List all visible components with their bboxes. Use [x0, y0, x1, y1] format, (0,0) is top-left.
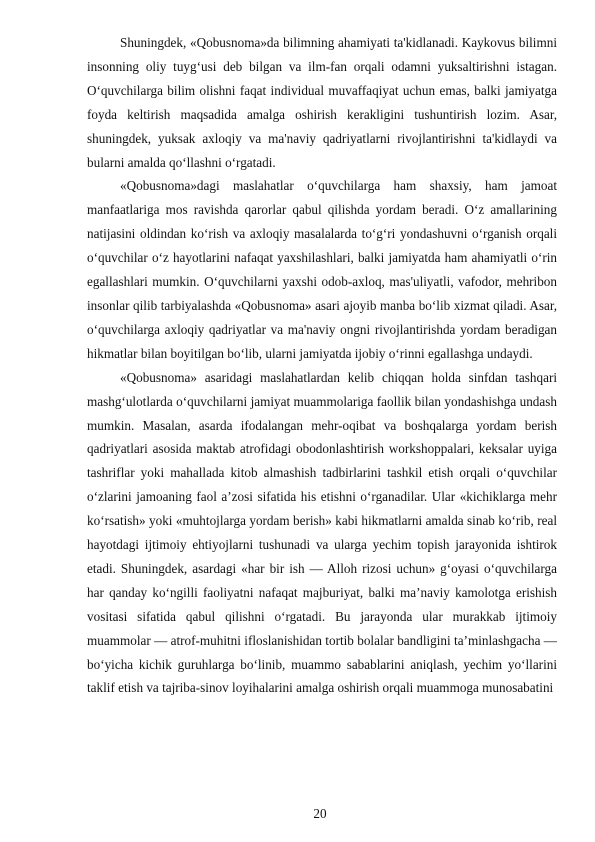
paragraph-2: «Qobusnoma»dagi maslahatlar o‘quvchilarga ham shaxsiy, ham jamoat manfaatlariga mos ravishda qarorlar qabul qilishda yordam beradi. O‘z amallarining natijasini oldindan ko‘rish va axloqiy masalalarda to‘g‘ri yondashuvni o‘rganish orqali o‘quvchilar o‘z hayotlarini nafaqat yaxshilashlari, balki jamiyatda ham ahamiyatli o‘rin egallashlari mumkin. O‘quvchilarni yaxshi odob-axloq, mas'uliyatli, vafodor, mehribon insonlar qilib tarbiyalashda «Qobusnoma» asari ajoyib manba bo‘lib xizmat qiladi. Asar, o‘quvchilarga axloqiy qadriyatlar va ma'naviy ongni rivojlantirishda yordam beradigan hikmatlar bilan boyitilgan bo‘lib, ularni jamiyatda ijobiy o‘rinni egallashga undaydi.: [87, 178, 557, 361]
body-text: [87, 31, 557, 700]
page-number: 20: [313, 806, 327, 821]
paragraph-3: «Qobusnoma» asaridagi maslahatlardan kelib chiqqan holda sinfdan tashqari mashg‘ulotlarda o‘quvchilarni jamiyat muammolariga faollik bilan yondashishga undash mumkin. Masalan, asarda ifodalangan mehr-oqibat va boshqalarga yordam berish qadriyatlari asosida maktab atrofidagi obodonlashtirish workshoppalari, keksalar uyiga tashriflar yoki mahallada kitob almashish tadbirlarini tashkil etish orqali o‘quvchilar o‘zlarini jamoaning faol a’zosi sifatida his etishni o‘rganadilar. Ular «kichiklarga mehr ko‘rsatish» yoki «muhtojlarga yordam berish» kabi hikmatlarni amalda sinab ko‘rib, real hayotdagi ijtimoiy ehtiyojlarni tushunadi va ularga yechim topish jarayonida ishtirok etadi. Shuningdek, asardagi «har bir ish — Alloh rizosi uchun» g‘oyasi o‘quvchilarga har qanday ko‘ngilli faoliyatni nafaqat majburiyat, balki ma’naviy kamolotga erishish vositasi sifatida qabul qilishni o‘rgatadi. Bu jarayonda ular murakkab ijtimoiy muammolar — atrof-muhitni ifloslanishidan tortib bolalar bandligini ta’minlashgacha — bo‘yicha kichik guruhlarga bo‘linib, muammo sabablarini aniqlash, yechim yo‘llarini taklif etish va tajriba-sinov loyihalarini amalga oshirish orqali muammoga munosabatini: [87, 369, 557, 696]
paragraph-1: Shuningdek, «Qobusnoma»da bilimning ahamiyati ta'kidlanadi. Kaykovus bilimni insonning oliy tuyg‘usi deb bilgan va ilm-fan orqali odamni yuksaltirishni istagan. O‘quvchilarga bilim olishni faqat individual muvaffaqiyat uchun emas, balki jamiyatga foyda keltirish maqsadida amalga oshirish kerakligini tushuntirish lozim. Asar, shuningdek, yuksak axloqiy va ma'naviy qadriyatlarni rivojlantirishni ta'kidlaydi va bularni amalda qo‘llashni o‘rgatadi.: [87, 35, 557, 170]
